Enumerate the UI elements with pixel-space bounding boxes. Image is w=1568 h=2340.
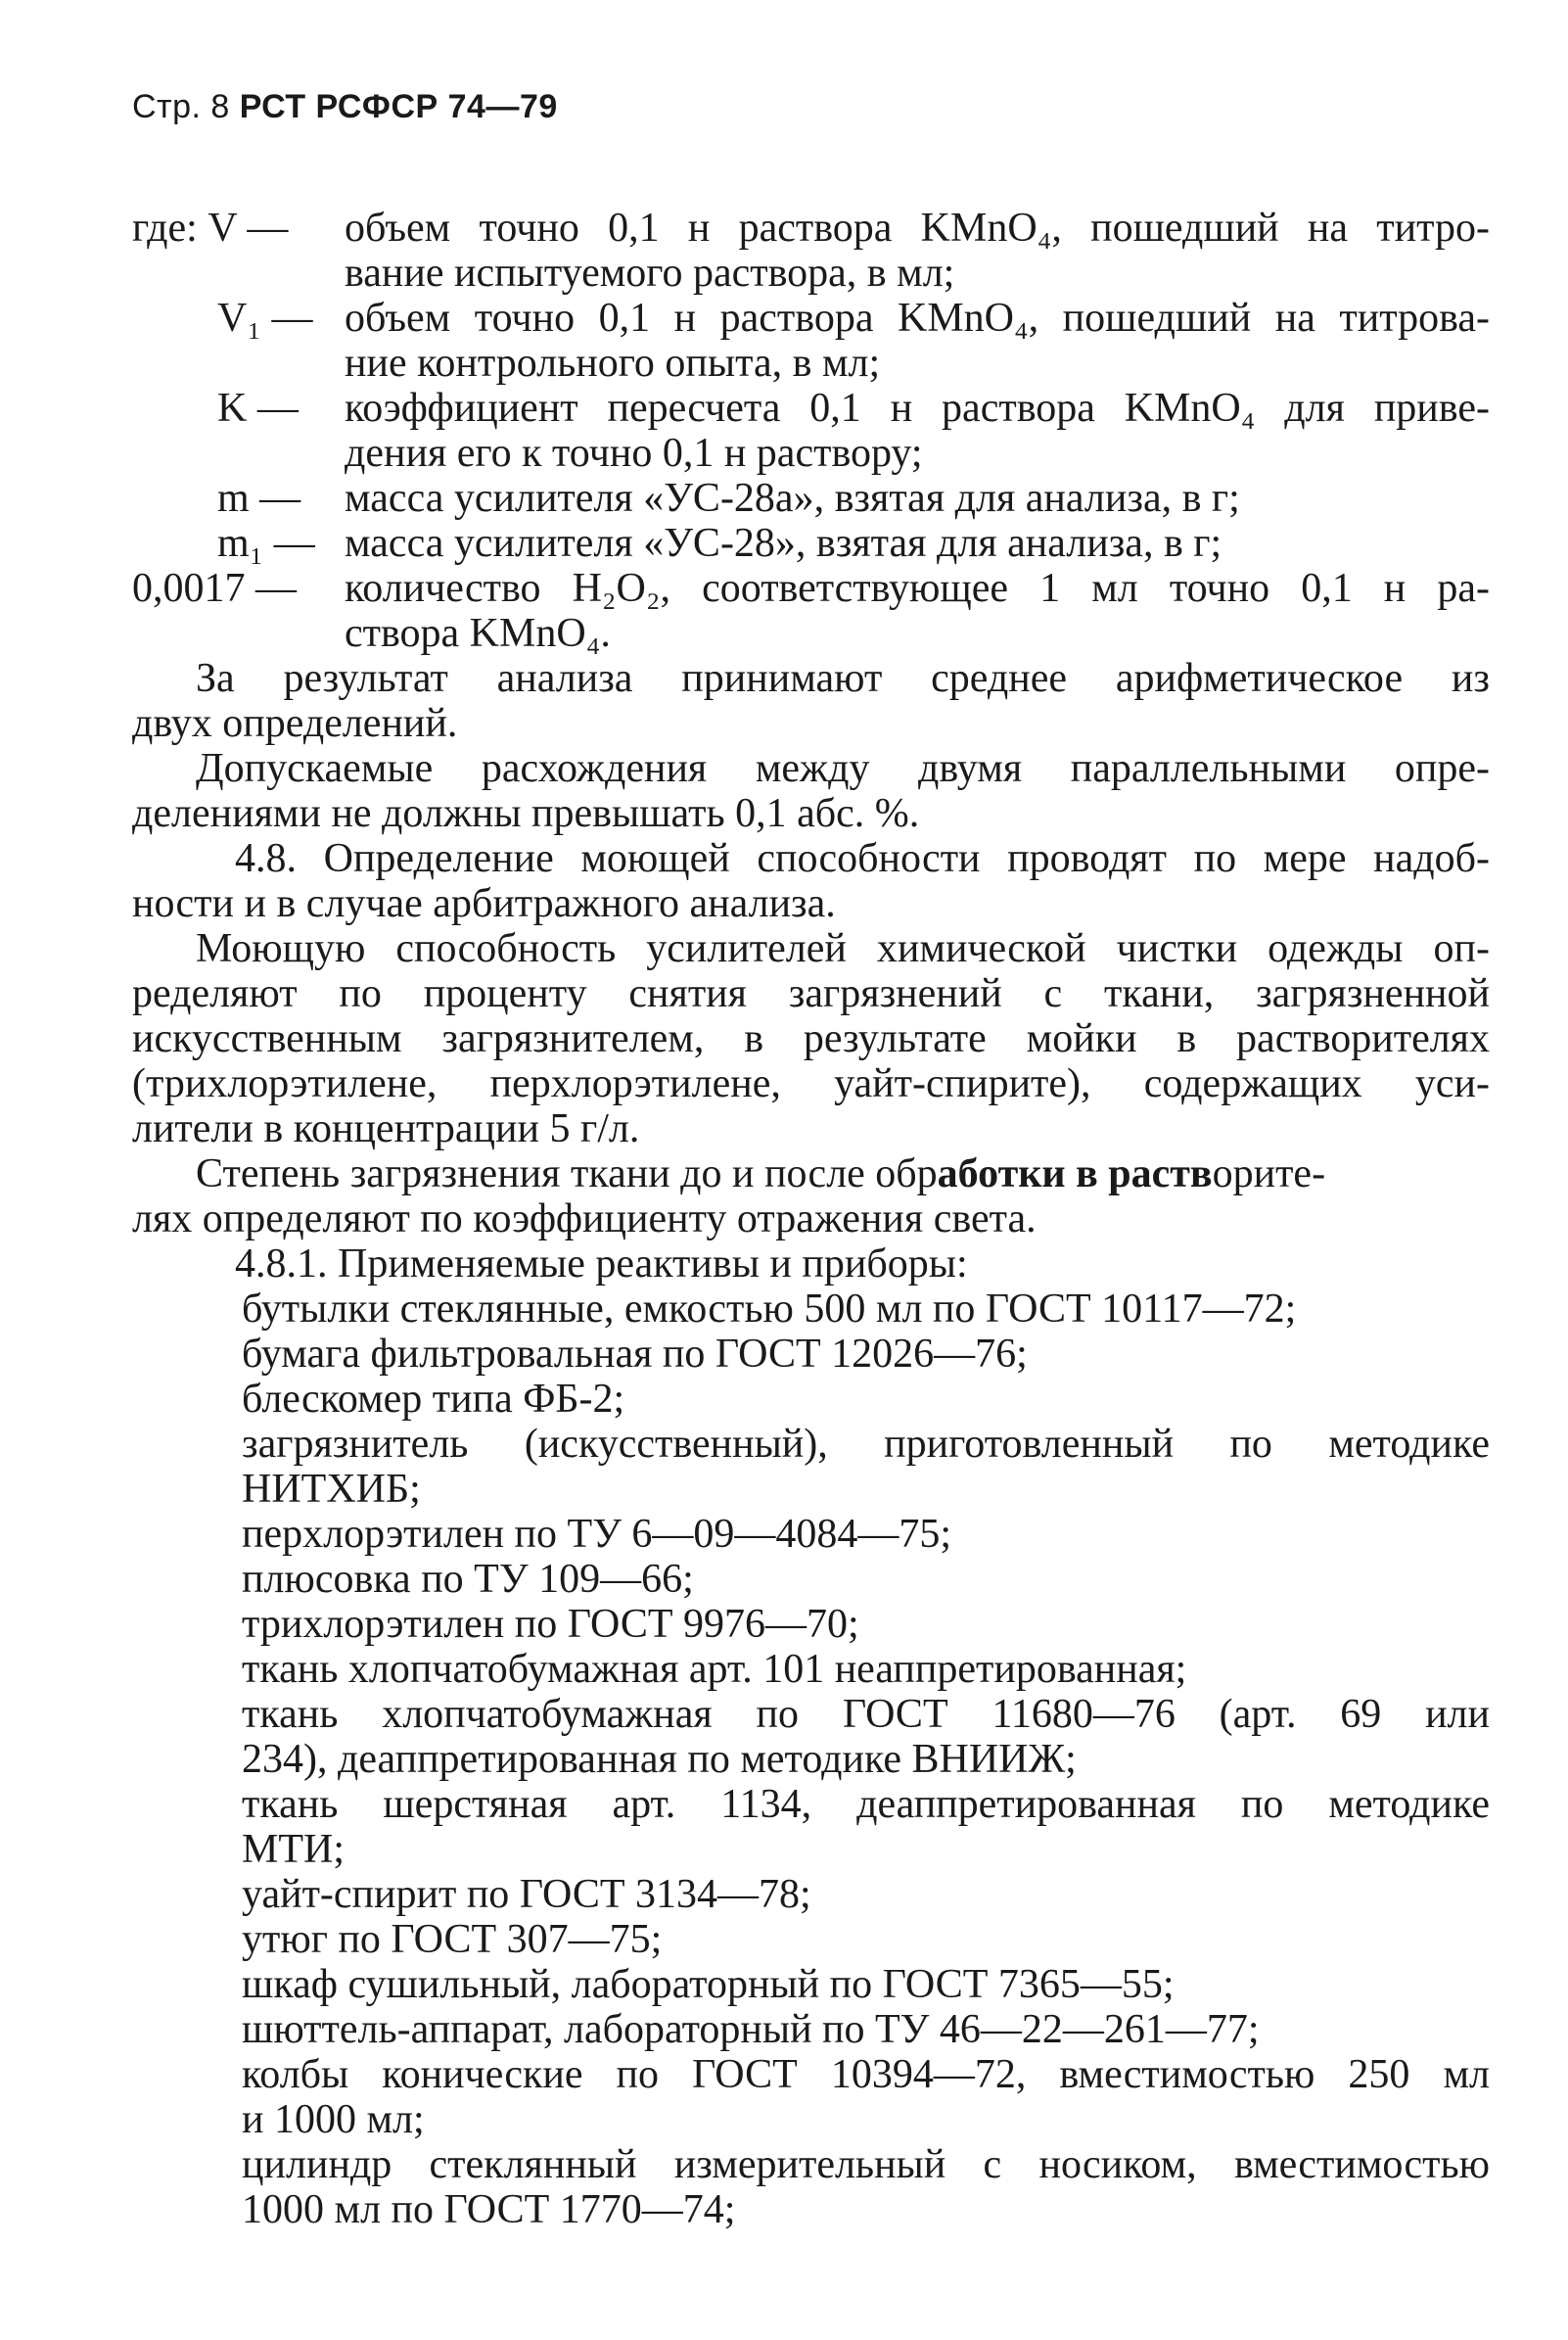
def-text: коэффициент пересчета 0,1 н раствора KMnO₄ для приве- (345, 386, 1490, 431)
paragraph-line: лители в концентрации 5 г/л. (132, 1106, 640, 1151)
list-item: ткань хлопчатобумажная арт. 101 неаппретированная; (242, 1647, 1187, 1692)
paragraph-line (196, 1151, 1325, 1196)
def-text: вание испытуемого раствора, в мл; (345, 251, 955, 296)
def-text: объем точно 0,1 н раствора KMnO₄, пошедший на титро- (345, 206, 1490, 251)
text-fragment: Степень загрязнения ткани до и после обр (196, 1151, 938, 1196)
paragraph-line: (трихлорэтилене, перхлорэтилене, уайт-спирите), содержащих уси- (132, 1061, 1490, 1106)
paragraph-line: ности и в случае арбитражного анализа. (132, 881, 836, 926)
text-fragment-bold: аботки в раств (937, 1151, 1213, 1196)
def-text: количество H₂O₂, соответствующее 1 мл точно 0,1 н ра- (345, 566, 1490, 611)
section-heading-4-8: 4.8. Определение моющей способности проводят по мере надоб- (235, 836, 1490, 881)
def-text: створа KMnO₄. (345, 611, 611, 656)
list-item: трихлорэтилен по ГОСТ 9976—70; (242, 1602, 859, 1647)
list-item: шкаф сушильный, лабораторный по ГОСТ 7365—55; (242, 1962, 1175, 2007)
paragraph-line: Моющую способность усилителей химической чистки одежды оп- (196, 926, 1490, 971)
paragraph-line: ределяют по проценту снятия загрязнений с ткани, загрязненной (132, 971, 1490, 1016)
def-term: V₁ — (217, 296, 313, 341)
def-text: масса усилителя «УС-28», взятая для анализа, в г; (345, 521, 1222, 566)
paragraph-line: За результат анализа принимают среднее арифметическое из (196, 656, 1490, 701)
list-item: перхлорэтилен по ТУ 6—09—4084—75; (242, 1512, 952, 1557)
list-item: ткань шерстяная арт. 1134, деаппретированная по методике (242, 1782, 1490, 1827)
def-text: дения его к точно 0,1 н раствору; (345, 431, 923, 476)
list-item: 1000 мл по ГОСТ 1770—74; (242, 2187, 736, 2232)
def-text: ние контрольного опыта, в мл; (345, 341, 881, 386)
list-item: плюсовка по ТУ 109—66; (242, 1557, 694, 1602)
list-item: 234), деаппретированная по методике ВНИИЖ; (242, 1737, 1077, 1782)
list-item: МТИ; (242, 1827, 345, 1872)
paragraph-line: делениями не должны превышать 0,1 абс. %. (132, 791, 920, 836)
list-item: уайт-спирит по ГОСТ 3134—78; (242, 1872, 811, 1917)
paragraph-line: лях определяют по коэффициенту отражения света. (132, 1196, 1037, 1241)
def-term: K — (217, 386, 299, 431)
list-item: НИТХИБ; (242, 1467, 421, 1512)
text-fragment: орите- (1212, 1151, 1326, 1196)
list-item: утюг по ГОСТ 307—75; (242, 1917, 663, 1962)
list-item: блескомер типа ФБ-2; (242, 1377, 625, 1422)
standard-code: РСТ РСФСР 74—79 (239, 88, 558, 125)
list-item: ткань хлопчатобумажная по ГОСТ 11680—76 (арт. 69 или (242, 1692, 1490, 1737)
section-heading-4-8-1: 4.8.1. Применяемые реактивы и приборы: (235, 1241, 968, 1287)
paragraph-line: двух определений. (132, 701, 458, 746)
def-text: масса усилителя «УС-28а», взятая для анализа, в г; (345, 476, 1240, 521)
def-text: объем точно 0,1 н раствора KMnO₄, пошедший на титрова- (345, 296, 1490, 341)
list-item: и 1000 мл; (242, 2097, 425, 2142)
list-item: цилиндр стеклянный измерительный с носиком, вместимостью (242, 2142, 1490, 2187)
list-item: шюттель-аппарат, лабораторный по ТУ 46—22—261—77; (242, 2007, 1260, 2052)
list-item: бумага фильтровальная по ГОСТ 12026—76; (242, 1332, 1028, 1377)
paragraph-line: искусственным загрязнителем, в результате мойки в растворителях (132, 1016, 1490, 1061)
def-term: m₁ — (217, 521, 315, 566)
list-item: колбы конические по ГОСТ 10394—72, вместимостью 250 мл (242, 2052, 1490, 2097)
list-item: бутылки стеклянные, емкостью 500 мл по ГОСТ 10117—72; (242, 1287, 1297, 1332)
def-term: m — (217, 476, 301, 521)
def-term: 0,0017 — (132, 566, 297, 611)
page-number: Стр. 8 (132, 88, 230, 125)
list-item: загрязнитель (искусственный), приготовленный по методике (242, 1422, 1490, 1467)
page-header (132, 88, 558, 126)
def-term: где: V — (132, 206, 289, 251)
paragraph-line: Допускаемые расхождения между двумя параллельными опре- (196, 746, 1490, 791)
